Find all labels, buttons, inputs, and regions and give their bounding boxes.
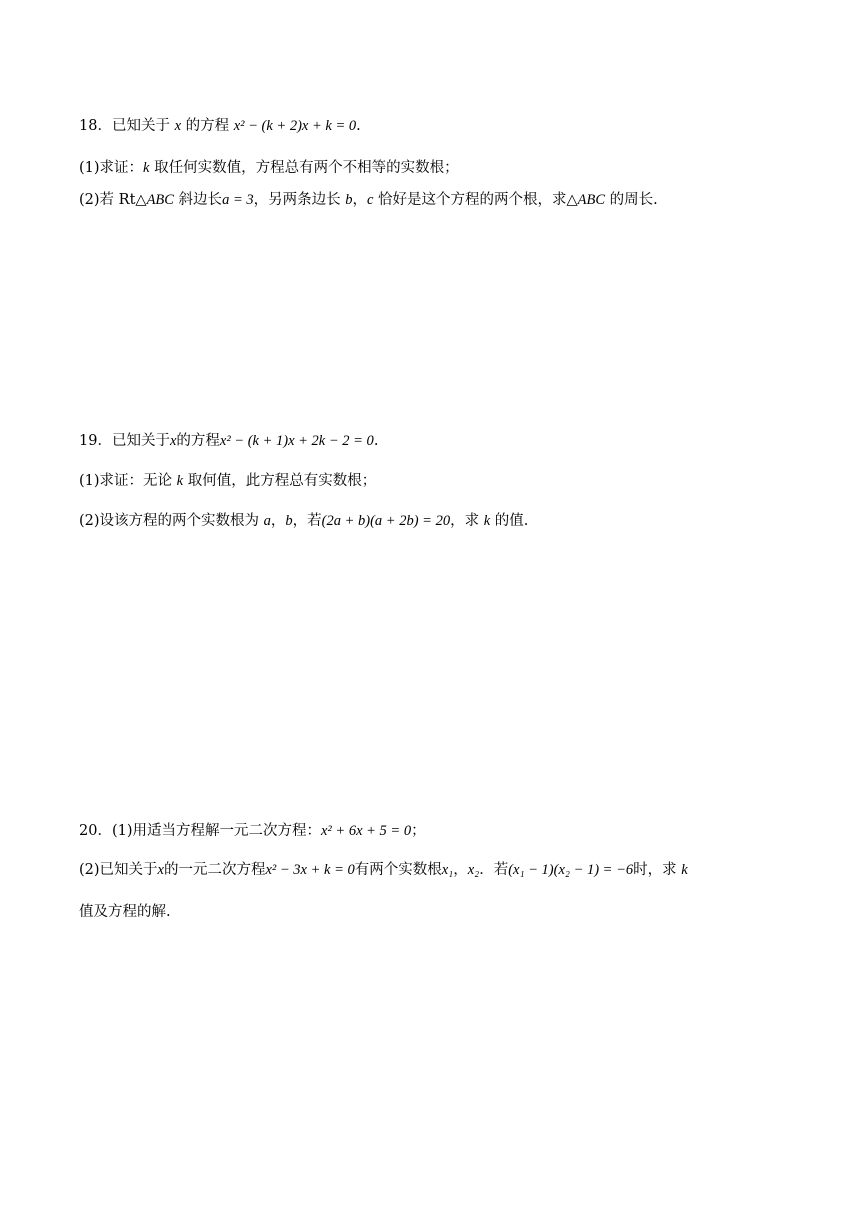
part-text: ．若: [479, 862, 509, 878]
part-text: 求证：无论: [99, 473, 177, 489]
root-x1: x₁: [441, 862, 454, 878]
part-text: 恰好是这个方程的两个根，求: [373, 192, 567, 208]
part-text: 的一元二次方程: [163, 862, 266, 878]
condition: (2a + b)(a + 2b) = 20: [321, 513, 451, 529]
variable-k: k: [681, 862, 688, 878]
condition: (x₁ − 1)(x₂ − 1) = −6: [508, 862, 634, 878]
part-text: 用适当方程解一元二次方程：: [132, 823, 321, 839]
part-text: ，另两条边长: [253, 192, 346, 208]
problem-number: 18．: [79, 118, 112, 134]
problem-20-part-1: [79, 821, 426, 841]
root-x2: x₂: [467, 862, 480, 878]
comma: ，: [453, 862, 468, 878]
part-text: ，若: [292, 513, 322, 529]
stem-text: 已知关于: [111, 433, 170, 449]
part-label: (2): [79, 192, 100, 208]
problem-number: 19．: [79, 433, 112, 449]
part-text: 取何值，此方程总有实数根；: [183, 473, 377, 489]
stem-text: 的方程: [181, 118, 234, 134]
problem-18-stem: [79, 116, 361, 136]
part-text: 斜边长: [173, 192, 223, 208]
comma: ，: [270, 513, 286, 529]
variable-x: x: [157, 862, 164, 878]
part-text: 有两个实数根: [354, 862, 442, 878]
variable-a: a: [263, 513, 271, 529]
equation: x² − (k + 1)x + 2k − 2 = 0: [219, 433, 374, 449]
stem-text: 已知关于: [111, 118, 175, 134]
part-text: ；: [411, 823, 426, 839]
variable-k: k: [176, 473, 184, 489]
equation: x² + 6x + 5 = 0: [321, 823, 412, 839]
problem-19-part-1: [79, 471, 376, 491]
variable-b: b: [285, 513, 293, 529]
part-text: 的周长.: [605, 192, 658, 208]
stem-text: 的方程: [176, 433, 220, 449]
part-label: (1): [79, 473, 100, 489]
part-text: 时，求: [633, 862, 682, 878]
part-text: 的值.: [490, 513, 529, 529]
problem-number: 20．: [79, 823, 112, 839]
triangle-name: △ABC: [566, 192, 606, 208]
stem-end: .: [356, 118, 361, 134]
part-text: 若 Rt△: [99, 192, 147, 208]
stem-end: .: [373, 433, 379, 449]
part-label: (1): [79, 160, 100, 176]
part-text: 求证：: [99, 160, 144, 176]
part-text: 值及方程的解.: [79, 904, 171, 920]
problem-19-stem: [79, 431, 378, 451]
equation: x² − (k + 2)x + k = 0: [233, 118, 357, 134]
variable-k: k: [143, 160, 150, 176]
part-label: (2): [79, 862, 100, 878]
equation: x² − 3x + k = 0: [265, 862, 355, 878]
part-text: 设该方程的两个实数根为: [99, 513, 264, 529]
part-label: (1): [111, 823, 133, 839]
part-label: (2): [79, 513, 100, 529]
problem-19-part-2: [79, 511, 528, 531]
problem-18-part-1: [79, 158, 459, 178]
variable-c: c: [366, 192, 374, 208]
problem-18-part-2: [79, 190, 658, 210]
part-text: 已知关于: [99, 862, 158, 878]
problem-20-part-2-continued: [79, 902, 171, 922]
variable-x: x: [169, 433, 177, 449]
variable-x: x: [174, 118, 181, 134]
comma: ，: [352, 192, 367, 208]
problem-20-part-2: [79, 860, 688, 880]
variable-b: b: [345, 192, 353, 208]
condition: a = 3: [222, 192, 254, 208]
variable-k: k: [483, 513, 491, 529]
part-text: 取任何实数值，方程总有两个不相等的实数根；: [149, 160, 459, 176]
triangle-name: ABC: [146, 192, 174, 208]
part-text: ，求: [450, 513, 484, 529]
